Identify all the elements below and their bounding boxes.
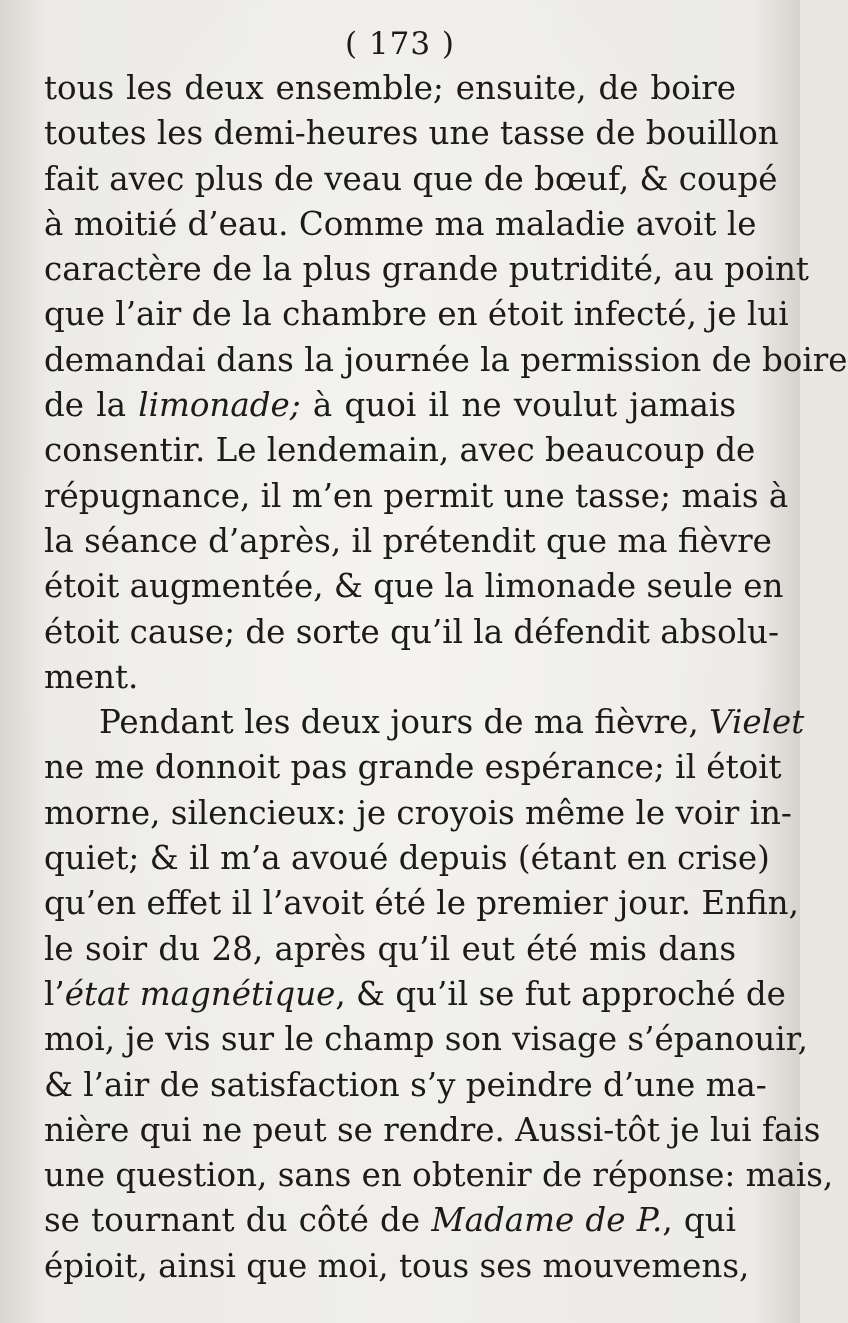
text-line: [44, 700, 805, 745]
text-run: ment.: [44, 657, 139, 696]
body-text: [44, 66, 848, 1289]
text-line: [44, 1108, 821, 1153]
text-run: quiet; & il m’a avoué depuis (étant en crise): [44, 839, 770, 878]
text-run: épioit, ainsi que moi, tous ses mouvemens,: [44, 1246, 750, 1285]
text-line: [44, 610, 779, 655]
text-line: [44, 202, 757, 247]
text-run: morne, silencieux: je croyois même le voir in-: [44, 793, 792, 832]
text-line: [44, 791, 792, 836]
text-run: ne me donnoit pas grande espérance; il étoit: [44, 748, 782, 787]
text-run: à quoi il ne voulut jamais: [300, 386, 736, 425]
text-run: une question, sans en obtenir de réponse: mais,: [44, 1156, 834, 1195]
text-run: répugnance, il m’en permit une tasse; mais à: [44, 476, 789, 515]
text-run: se tournant du côté de: [44, 1201, 432, 1240]
text-run: consentir. Le lendemain, avec beaucoup de: [44, 431, 756, 470]
text-line: [44, 881, 799, 926]
italic-text: Madame de P.: [431, 1201, 663, 1240]
text-line: [44, 1017, 808, 1062]
text-line: [44, 66, 736, 111]
text-line: [44, 655, 736, 700]
text-line: [44, 564, 784, 609]
text-run: nière qui ne peut se rendre. Aussi-tôt je lui fais: [44, 1110, 821, 1149]
text-line: [44, 292, 789, 337]
text-line: [44, 1063, 767, 1108]
text-run: que l’air de la chambre en étoit infecté, je lui: [44, 295, 789, 334]
text-run: demandai dans la journée la permission de boire: [44, 340, 848, 379]
text-line: [44, 247, 809, 292]
text-run: étoit augmentée, & que la limonade seule en: [44, 567, 784, 606]
text-run: Pendant les deux jours de ma fièvre,: [99, 703, 710, 742]
text-run: de la: [44, 386, 139, 425]
text-line: [44, 836, 770, 881]
italic-text: état magnétique: [64, 974, 336, 1013]
text-run: , qui: [662, 1201, 737, 1240]
text-run: , & qu’il se fut approché de: [335, 974, 786, 1013]
text-line: [44, 927, 736, 972]
text-run: la séance d’après, il prétendit que ma fièvre: [44, 521, 772, 560]
page-number: ( 173 ): [344, 26, 456, 62]
text-run: à moitié d’eau. Comme ma maladie avoit le: [44, 204, 757, 243]
text-line: [44, 338, 848, 383]
text-run: caractère de la plus grande putridité, au point: [44, 250, 809, 289]
text-run: le soir du 28, après qu’il eut été mis dans: [44, 929, 736, 968]
italic-text: limonade;: [138, 386, 301, 425]
text-run: l’: [44, 974, 65, 1013]
text-run: moi, je vis sur le champ son visage s’épanouir,: [44, 1020, 808, 1059]
text-line: [44, 383, 736, 428]
text-line: [44, 972, 786, 1017]
text-line: [44, 519, 772, 564]
text-line: [44, 1153, 834, 1198]
text-line: [44, 1198, 736, 1243]
text-line: [44, 428, 756, 473]
text-line: [44, 474, 789, 519]
text-line: [44, 745, 782, 790]
text-run: étoit cause; de sorte qu’il la défendit absolu-: [44, 612, 779, 651]
text-run: & l’air de satisfaction s’y peindre d’une ma-: [44, 1065, 767, 1104]
text-line: [44, 111, 779, 156]
text-line: [44, 1244, 750, 1289]
text-run: fait avec plus de veau que de bœuf, & coupé: [44, 159, 778, 198]
text-run: tous les deux ensemble; ensuite, de boire: [44, 69, 736, 107]
text-run: toutes les demi-heures une tasse de bouillon: [44, 114, 779, 153]
italic-text: Vielet: [709, 703, 805, 742]
text-line: [44, 157, 778, 202]
text-run: qu’en effet il l’avoit été le premier jour. Enfin,: [44, 884, 799, 923]
